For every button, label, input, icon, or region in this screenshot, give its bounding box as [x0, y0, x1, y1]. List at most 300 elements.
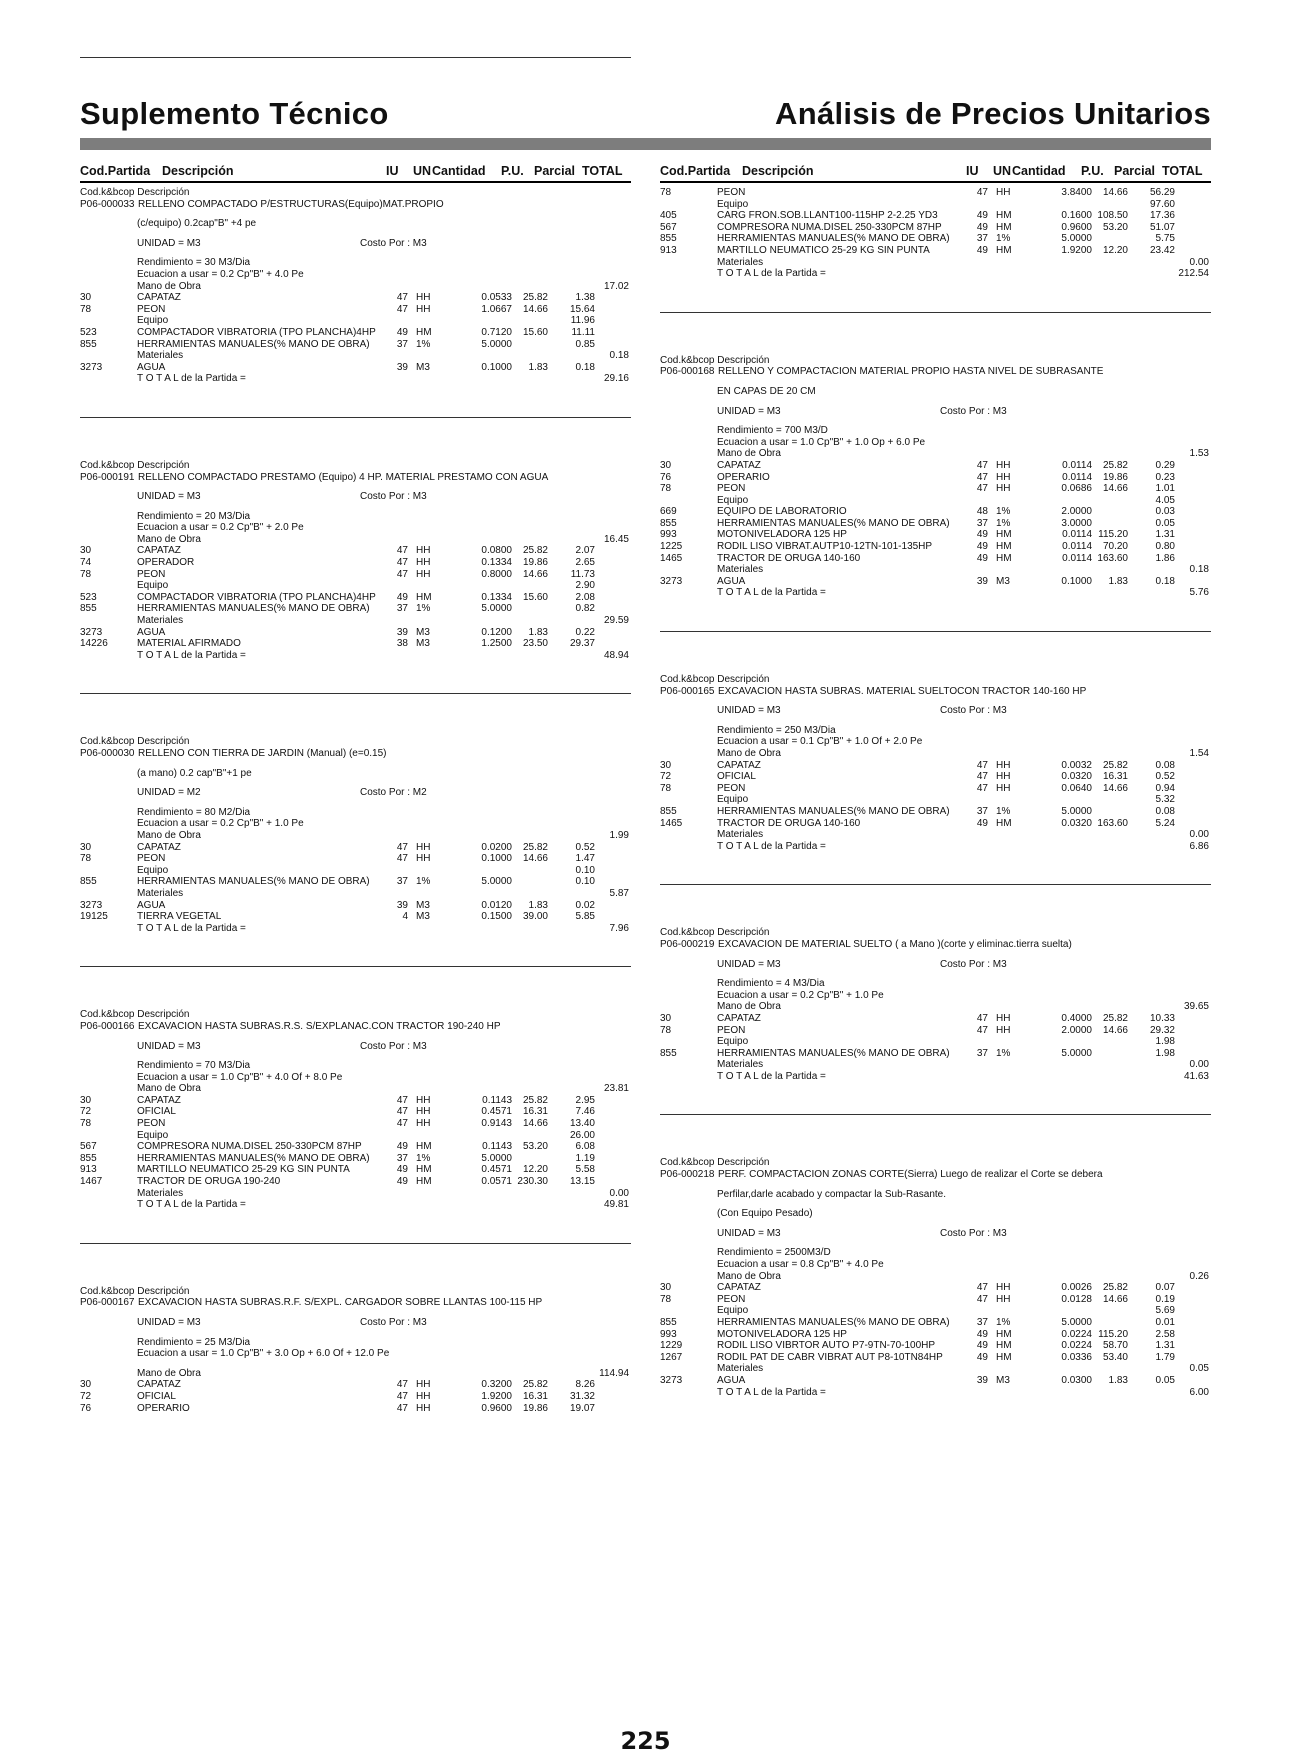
item-row	[80, 1391, 631, 1403]
partida-desc: RELLENO Y COMPACTACION MATERIAL PROPIO HASTA NIVEL DE SUBRASANTE	[718, 366, 1104, 378]
item-desc: HERRAMIENTAS MANUALES(% MANO DE OBRA)	[137, 876, 370, 888]
item-code: 1467	[80, 1176, 103, 1188]
item-iu: 39	[396, 899, 408, 911]
item-cantidad: 0.1000	[1061, 575, 1092, 587]
group-total: 29.59	[603, 615, 629, 627]
right-column-body	[660, 183, 1211, 1398]
item-un: M3	[416, 638, 430, 650]
item-iu: 39	[396, 361, 408, 373]
group-name: Equipo	[137, 580, 169, 592]
item-un: HM	[996, 1340, 1012, 1352]
partida-code: P06-000166	[80, 1020, 135, 1032]
item-parcial: 5.58	[575, 1164, 595, 1176]
partida-total-label: T O T A L de la Partida =	[137, 922, 246, 934]
item-parcial: 13.15	[569, 1176, 595, 1188]
item-row	[660, 1352, 1211, 1364]
group-total: 0.18	[1189, 564, 1209, 576]
item-cantidad: 0.0224	[1061, 1340, 1092, 1352]
item-parcial: 23.42	[1149, 244, 1175, 256]
item-parcial: 2.65	[575, 557, 595, 569]
group-name: Equipo	[717, 1036, 749, 1048]
item-un: HH	[996, 759, 1011, 771]
item-cantidad: 0.7120	[481, 326, 512, 338]
spacer	[80, 779, 631, 787]
spacer	[80, 799, 631, 807]
spacer	[660, 1082, 1211, 1090]
item-pu: 25.82	[1102, 1012, 1128, 1024]
item-cantidad: 0.0114	[1062, 552, 1092, 564]
group-name: Materiales	[137, 1187, 184, 1199]
item-cantidad: 0.4571	[481, 1164, 512, 1176]
group-total: 16.45	[603, 533, 629, 545]
group-total: 1.99	[609, 829, 629, 841]
item-cantidad: 5.0000	[481, 338, 512, 350]
item-iu: 39	[396, 626, 408, 638]
item-pu: 14.66	[522, 853, 548, 865]
item-cantidad: 0.9600	[1061, 221, 1092, 233]
group-name: Equipo	[717, 1305, 749, 1317]
item-un: 1%	[416, 603, 431, 615]
spacer	[660, 632, 1211, 674]
item-iu: 49	[396, 1141, 408, 1153]
item-pu: 163.60	[1097, 817, 1128, 829]
partida-total: 29.16	[603, 373, 629, 385]
item-cantidad: 2.0000	[1061, 506, 1092, 518]
item-code: 1229	[660, 1340, 683, 1352]
item-parcial: 1.19	[575, 1152, 595, 1164]
item-desc: HERRAMIENTAS MANUALES(% MANO DE OBRA)	[717, 805, 950, 817]
item-desc: OFICIAL	[717, 771, 756, 783]
item-cantidad: 0.0200	[481, 841, 512, 853]
partida-total: 6.00	[1189, 1386, 1209, 1398]
item-desc: HERRAMIENTAS MANUALES(% MANO DE OBRA)	[717, 233, 950, 245]
partida-total-row	[80, 1199, 631, 1211]
item-iu: 49	[976, 221, 988, 233]
item-parcial: 6.08	[575, 1141, 595, 1153]
partida-extra: Perfilar,darle acabado y compactar la Sub-Rasante.	[717, 1188, 947, 1200]
partida-code: P06-000167	[80, 1297, 135, 1309]
group-total: 0.05	[1189, 1363, 1209, 1375]
item-desc: MARTILLO NEUMATICO 25-29 KG SIN PUNTA	[717, 244, 930, 256]
header-cant: Cantidad	[432, 164, 486, 178]
unidad-row	[80, 1317, 631, 1329]
header-desc: Descripción	[162, 164, 234, 178]
spacer	[660, 852, 1211, 860]
group-name: Mano de Obra	[137, 280, 201, 292]
item-cantidad: 2.0000	[1061, 1024, 1092, 1036]
item-pu: 14.66	[1102, 187, 1128, 198]
spacer	[80, 503, 631, 511]
item-code: 78	[660, 483, 672, 495]
item-row	[80, 1176, 631, 1188]
costo-por: Costo Por : M3	[360, 237, 427, 249]
item-row	[660, 245, 1211, 257]
item-cantidad: 0.0120	[481, 899, 512, 911]
item-un: HM	[416, 1164, 432, 1176]
header-code: Cod.Partida	[660, 164, 731, 178]
item-code: 3273	[80, 899, 103, 911]
item-desc: HERRAMIENTAS MANUALES(% MANO DE OBRA)	[137, 1152, 370, 1164]
partida	[80, 1286, 631, 1414]
item-code: 3273	[80, 361, 103, 373]
item-parcial: 1.31	[1155, 529, 1175, 541]
item-un: HM	[996, 1351, 1012, 1363]
group-total: 1.53	[1189, 448, 1209, 460]
item-cantidad: 0.0026	[1061, 1282, 1092, 1294]
item-parcial: 0.01	[1155, 1317, 1175, 1328]
item-code: 30	[80, 1379, 92, 1391]
item-pu: 14.66	[1102, 782, 1128, 794]
top-rule	[80, 57, 631, 58]
item-desc: AGUA	[137, 361, 166, 373]
partida	[660, 927, 1211, 1082]
costo-por: Costo Por : M3	[940, 405, 1007, 417]
item-parcial: 2.08	[575, 591, 595, 603]
item-row	[660, 576, 1211, 588]
item-parcial: 0.29	[1155, 459, 1175, 471]
group-total: 23.81	[603, 1083, 629, 1095]
partida-desc: EXCAVACION HASTA SUBRAS.R.S. S/EXPLANAC.CON TRACTOR 190-240 HP	[138, 1020, 501, 1032]
group-heading	[80, 830, 631, 842]
left-column-body	[80, 183, 631, 1414]
item-desc: RODIL PAT DE CABR VIBRAT AUT P8-10TN84HP	[717, 1351, 943, 1363]
item-code: 78	[80, 853, 92, 865]
item-desc: HERRAMIENTAS MANUALES(% MANO DE OBRA)	[717, 1317, 950, 1328]
item-row	[660, 483, 1211, 495]
item-pu: 14.66	[1102, 1024, 1128, 1036]
group-heading	[660, 794, 1211, 806]
rendimiento-row	[80, 522, 631, 534]
item-row	[660, 472, 1211, 484]
item-pu: 19.86	[1102, 471, 1128, 483]
partida-code: P06-000191	[80, 471, 135, 483]
item-desc: OPERARIO	[717, 471, 770, 483]
item-un: HH	[416, 841, 431, 853]
item-iu: 37	[976, 805, 988, 817]
item-parcial: 31.32	[569, 1390, 595, 1402]
item-code: 30	[660, 1012, 672, 1024]
rendimiento-row	[80, 1060, 631, 1072]
item-desc: OFICIAL	[137, 1390, 176, 1402]
unidad: UNIDAD = M3	[717, 405, 781, 417]
item-un: HH	[996, 483, 1011, 495]
partida-label-row	[80, 1286, 631, 1298]
item-pu: 1.83	[528, 361, 548, 373]
partida-label-row	[660, 674, 1211, 686]
partida-label: Cod.k&bcop Descripción	[660, 354, 770, 366]
item-code: 3273	[660, 1374, 683, 1386]
item-code: 855	[80, 338, 97, 350]
item-row	[660, 518, 1211, 530]
item-un: HH	[996, 471, 1011, 483]
item-cantidad: 5.0000	[1061, 1317, 1092, 1328]
partida-code: P06-000030	[80, 748, 135, 759]
item-row	[80, 876, 631, 888]
group-name: Equipo	[137, 1129, 169, 1141]
item-un: 1%	[416, 876, 431, 888]
item-cantidad: 0.9600	[481, 1402, 512, 1414]
right-column	[660, 163, 1211, 1398]
rendimiento-row	[80, 1337, 631, 1349]
spacer	[660, 599, 1211, 607]
left-column	[80, 163, 631, 1414]
item-iu: 39	[976, 1374, 988, 1386]
item-iu: 49	[976, 210, 988, 222]
item-code: 76	[80, 1402, 92, 1414]
partida-total-row	[80, 923, 631, 935]
item-un: HH	[996, 1293, 1011, 1305]
item-row	[80, 911, 631, 923]
item-cantidad: 0.4000	[1061, 1012, 1092, 1024]
group-name: Mano de Obra	[137, 1367, 201, 1379]
item-code: 72	[80, 1390, 92, 1402]
item-row	[80, 592, 631, 604]
group-heading	[80, 1368, 631, 1380]
item-desc: CARG FRON.SOB.LLANT100-115HP 2-2.25 YD3	[717, 210, 938, 222]
item-code: 72	[660, 771, 672, 783]
item-pu: 25.82	[522, 1379, 548, 1391]
item-un: HH	[416, 1402, 431, 1414]
item-parcial: 0.52	[1155, 771, 1175, 783]
item-un: 1%	[996, 517, 1011, 529]
item-parcial: 2.58	[1155, 1328, 1175, 1340]
spacer	[660, 378, 1211, 386]
spacer	[80, 1244, 631, 1286]
item-pu: 115.20	[1098, 1328, 1128, 1340]
item-parcial: 56.29	[1149, 187, 1175, 198]
item-row	[80, 842, 631, 854]
group-heading	[80, 534, 631, 546]
rendimiento: Rendimiento = 2500M3/D	[717, 1247, 831, 1259]
group-heading	[80, 315, 631, 327]
item-cantidad: 0.0114	[1062, 471, 1092, 483]
partida-total-row	[660, 1071, 1211, 1083]
partida-desc: EXCAVACION DE MATERIAL SUELTO ( a Mano )(corte y eliminac.tierra suelta)	[718, 938, 1072, 950]
item-code: 30	[80, 841, 92, 853]
item-pu: 25.82	[1102, 759, 1128, 771]
item-iu: 49	[976, 244, 988, 256]
spacer	[660, 885, 1211, 927]
partida-extra-row	[80, 218, 631, 230]
group-name: Mano de Obra	[717, 1270, 781, 1282]
item-parcial: 1.01	[1155, 483, 1175, 495]
costo-por: Costo Por : M3	[360, 1317, 427, 1328]
item-parcial: 15.64	[569, 303, 595, 315]
unidad-row	[660, 406, 1211, 418]
item-row	[80, 627, 631, 639]
item-desc: RODIL LISO VIBRAT.AUTP10-12TN-101-135HP	[717, 541, 933, 553]
item-row	[660, 1340, 1211, 1352]
item-parcial: 0.94	[1155, 782, 1175, 794]
spacer	[80, 385, 631, 393]
spacer	[660, 417, 1211, 425]
partida-code: P06-000218	[660, 1169, 715, 1181]
group-name: Equipo	[717, 198, 749, 210]
costo-por: Costo Por : M3	[360, 1040, 427, 1052]
item-iu: 47	[976, 471, 988, 483]
item-un: M3	[416, 911, 430, 923]
item-row	[80, 853, 631, 865]
group-name: Mano de Obra	[717, 448, 781, 460]
item-cantidad: 0.0300	[1061, 1374, 1092, 1386]
item-cantidad: 0.9143	[481, 1118, 512, 1130]
group-total: 5.87	[609, 887, 629, 899]
header-parcial: Parcial	[1114, 164, 1156, 178]
item-un: HM	[416, 1141, 432, 1153]
item-pu: 39.00	[522, 911, 548, 923]
rendimiento: Rendimiento = 250 M3/Dia	[717, 724, 836, 736]
item-cantidad: 0.1000	[481, 361, 512, 373]
unidad: UNIDAD = M3	[137, 491, 201, 503]
group-heading	[660, 564, 1211, 576]
item-un: 1%	[416, 1152, 431, 1164]
partida-total-row	[660, 1387, 1211, 1399]
group-heading	[660, 1305, 1211, 1317]
item-desc: PEON	[717, 187, 746, 198]
rendimiento: Rendimiento = 80 M2/Dia	[137, 806, 251, 818]
item-parcial: 10.33	[1149, 1012, 1175, 1024]
item-pu: 70.20	[1102, 541, 1128, 553]
item-desc: HERRAMIENTAS MANUALES(% MANO DE OBRA)	[717, 517, 950, 529]
group-name: Mano de Obra	[717, 1001, 781, 1013]
item-desc: MATERIAL AFIRMADO	[137, 638, 241, 650]
rendimiento: Rendimiento = 70 M3/Dia	[137, 1060, 251, 1072]
partida-total-label: T O T A L de la Partida =	[717, 1070, 826, 1082]
item-parcial: 1.86	[1155, 552, 1175, 564]
item-parcial: 0.07	[1155, 1282, 1175, 1294]
spacer	[80, 230, 631, 238]
item-parcial: 13.40	[569, 1118, 595, 1130]
group-name: Equipo	[717, 494, 749, 506]
group-name: Equipo	[137, 315, 169, 327]
item-iu: 47	[396, 1118, 408, 1130]
item-cantidad: 5.0000	[1061, 805, 1092, 817]
item-parcial: 0.80	[1155, 541, 1175, 553]
item-desc: CAPATAZ	[717, 459, 761, 471]
spacer	[660, 1115, 1211, 1157]
rendimiento-row	[80, 269, 631, 281]
partida-title-row	[80, 199, 631, 211]
rendimiento-row	[80, 1072, 631, 1084]
item-desc: CAPATAZ	[137, 545, 181, 557]
item-row	[660, 553, 1211, 565]
item-un: HM	[996, 529, 1012, 541]
partida-label: Cod.k&bcop Descripción	[80, 736, 190, 748]
item-code: 30	[80, 1094, 92, 1106]
item-code: 567	[660, 221, 677, 233]
item-un: M3	[416, 361, 430, 373]
group-heading	[80, 281, 631, 293]
rendimiento: Ecuacion a usar = 0.2 Cp"B" + 2.0 Pe	[137, 522, 304, 534]
rendimiento-row	[660, 725, 1211, 737]
item-code: 30	[80, 545, 92, 557]
rendimiento-row	[660, 1247, 1211, 1259]
header-total: TOTAL	[582, 164, 623, 178]
group-name: Materiales	[717, 256, 764, 268]
partida-total-label: T O T A L de la Partida =	[717, 840, 826, 852]
group-name: Mano de Obra	[137, 533, 201, 545]
item-desc: PEON	[137, 1118, 166, 1130]
item-code: 30	[660, 1282, 672, 1294]
unidad-row	[660, 705, 1211, 717]
item-cantidad: 0.0114	[1062, 459, 1092, 471]
item-row	[80, 569, 631, 581]
partida	[80, 1009, 631, 1211]
partida-title-row	[80, 1297, 631, 1309]
item-cantidad: 0.4571	[481, 1106, 512, 1118]
unidad: UNIDAD = M3	[137, 1040, 201, 1052]
item-iu: 49	[976, 541, 988, 553]
item-row	[660, 806, 1211, 818]
item-iu: 39	[976, 575, 988, 587]
item-code: 78	[660, 187, 672, 198]
item-un: HH	[416, 292, 431, 304]
group-total: 1.54	[1189, 748, 1209, 759]
item-desc: OFICIAL	[137, 1106, 176, 1118]
item-un: 1%	[996, 233, 1011, 245]
item-desc: CAPATAZ	[137, 841, 181, 853]
item-iu: 47	[976, 1024, 988, 1036]
item-row	[80, 304, 631, 316]
group-total: 0.00	[609, 1187, 629, 1199]
item-pu: 16.31	[522, 1390, 548, 1402]
item-desc: MOTONIVELADORA 125 HP	[717, 1328, 847, 1340]
partida-desc: RELLENO COMPACTADO PRESTAMO (Equipo) 4 HP. MATERIAL PRESTAMO CON AGUA	[138, 471, 549, 483]
spacer	[80, 1211, 631, 1219]
item-desc: PEON	[717, 1024, 746, 1036]
item-iu: 47	[976, 459, 988, 471]
item-row	[80, 292, 631, 304]
partida-code: P06-000165	[660, 685, 715, 697]
item-pu: 15.60	[522, 326, 548, 338]
group-subtotal: 5.32	[1155, 794, 1175, 806]
partida-total-row	[80, 650, 631, 662]
item-pu: 25.82	[1102, 1282, 1128, 1294]
item-desc: PEON	[137, 853, 166, 865]
spacer	[80, 942, 631, 966]
item-iu: 49	[396, 1164, 408, 1176]
item-code: 72	[80, 1106, 92, 1118]
item-un: HM	[996, 244, 1012, 256]
item-cantidad: 5.0000	[481, 603, 512, 615]
header-un: UN	[993, 164, 1012, 178]
partida-code: P06-000219	[660, 938, 715, 950]
item-desc: AGUA	[137, 626, 166, 638]
item-row	[660, 783, 1211, 795]
unidad: UNIDAD = M3	[717, 958, 781, 970]
item-parcial: 0.18	[575, 361, 595, 373]
item-un: HH	[996, 1012, 1011, 1024]
item-cantidad: 0.0571	[481, 1176, 512, 1188]
item-row	[80, 1164, 631, 1176]
item-un: M3	[996, 575, 1010, 587]
item-row	[660, 1375, 1211, 1387]
group-heading	[660, 1036, 1211, 1048]
group-heading	[80, 1188, 631, 1200]
item-iu: 49	[976, 1340, 988, 1352]
group-total: 0.00	[1189, 829, 1209, 841]
item-iu: 47	[976, 771, 988, 783]
spacer	[80, 1360, 631, 1368]
item-cantidad: 0.1143	[482, 1141, 512, 1153]
item-cantidad: 3.8400	[1061, 187, 1092, 198]
spacer	[80, 1052, 631, 1060]
item-parcial: 0.22	[575, 626, 595, 638]
rendimiento: Ecuacion a usar = 1.0 Cp"B" + 1.0 Op + 6.0 Pe	[717, 436, 926, 448]
partida-total-label: T O T A L de la Partida =	[717, 587, 826, 599]
item-row	[660, 1025, 1211, 1037]
item-row	[80, 1106, 631, 1118]
